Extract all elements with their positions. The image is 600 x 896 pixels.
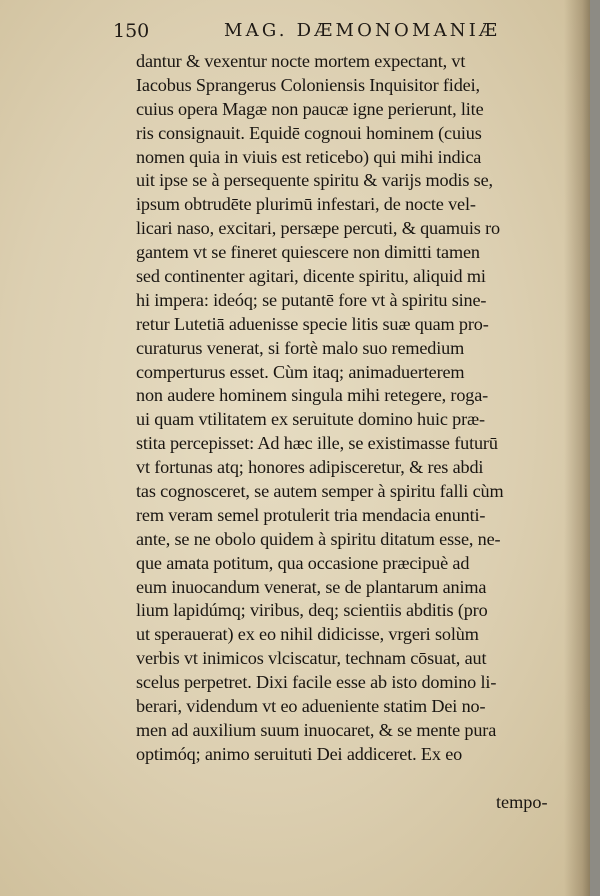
catchword: tempo- [496, 792, 548, 812]
text-line: verbis vt inimicos vlciscatur, technam cōsuat, aut [136, 648, 487, 669]
body-text [136, 50, 568, 767]
text-line: comperturus esset. Cùm itaq; animaduerterem [136, 361, 465, 382]
text-line: eum inuocandum venerat, se de plantarum anima [136, 576, 487, 597]
text-line: ipsum obtrudēte plurimū infestari, de nocte vel- [136, 194, 476, 215]
text-line: optimóq; animo seruituti Dei addiceret. Ex eo [136, 743, 463, 764]
text-line: cuius opera Magæ non paucæ igne perierunt, lite [136, 98, 484, 119]
text-line: ris consignauit. Equidē cognoui hominem (cuius [136, 122, 482, 143]
text-line: stita percepisset: Ad hæc ille, se existimasse futurū [136, 433, 498, 454]
text-line: non audere hominem singula mihi retegere, roga- [136, 385, 489, 406]
page-header [113, 20, 543, 46]
text-line: ui quam vtilitatem ex seruitute domino huic præ- [136, 409, 485, 430]
text-line: men ad auxilium suum inuocaret, & se mente pura [136, 719, 497, 740]
text-line: Iacobus Sprangerus Coloniensis Inquisitor fidei, [136, 74, 480, 95]
text-line: scelus perpetret. Dixi facile esse ab isto domino li- [136, 672, 497, 693]
text-line: uit ipse se à persequente spiritu & varijs modis se, [136, 170, 493, 191]
text-line: licari naso, excitari, persæpe percuti, & quamuis ro [136, 218, 500, 239]
text-line: retur Lutetiā aduenisse specie litis suæ quam pro- [136, 313, 489, 334]
text-line: ut sperauerat) ex eo nihil didicisse, vrgeri solùm [136, 624, 479, 645]
text-line: vt fortunas atq; honores adipisceretur, & res abdi [136, 457, 484, 478]
text-line: gantem vt se fineret quiescere non dimitti tamen [136, 242, 480, 263]
text-line: hi impera: ideóq; se putantē fore vt à spiritu sine- [136, 289, 487, 310]
text-line: sed continenter agitari, dicente spiritu, aliquid mi [136, 266, 486, 287]
text-line: rem veram semel protulerit tria mendacia enunti- [136, 504, 486, 525]
text-line: que amata potitum, qua occasione præcipuè ad [136, 552, 470, 573]
text-line: dantur & vexentur nocte mortem expectant, vt [136, 51, 466, 71]
page-edge [590, 0, 600, 896]
running-head: MAG. DÆMONOMANIÆ [224, 20, 501, 41]
text-line: tas cognosceret, se autem semper à spiritu falli cùm [136, 481, 504, 502]
text-line: lium lapidúmq; viribus, deq; scientiis abditis (pro [136, 600, 488, 621]
text-line: ante, se ne obolo quidem à spiritu ditatum esse, ne- [136, 528, 501, 549]
text-line: curaturus venerat, si fortè malo suo remedium [136, 337, 465, 358]
text-line: berari, videndum vt eo adueniente statim Dei no- [136, 696, 486, 717]
text-line: nomen quia in viuis est reticebo) qui mihi indica [136, 146, 482, 167]
page-number: 150 [113, 20, 150, 42]
